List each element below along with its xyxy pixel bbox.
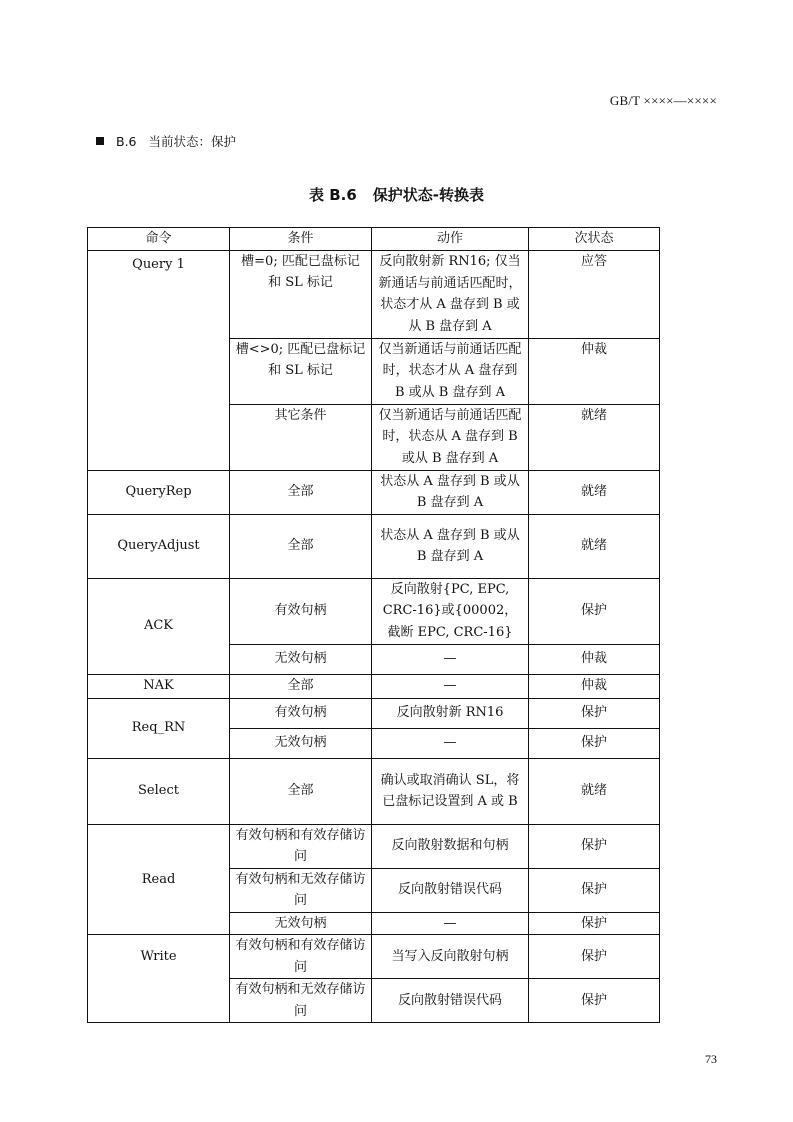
state-transition-table (87, 227, 660, 1023)
action-cell: 反向散射数据和句柄 (372, 824, 529, 868)
table-row (88, 935, 660, 979)
condition-cell: 有效句柄和无效存储访问 (230, 979, 372, 1023)
next-state-cell: 保护 (529, 698, 660, 728)
section-heading (96, 132, 236, 150)
table-row (88, 514, 660, 578)
next-state-cell: 保护 (529, 912, 660, 935)
next-state-cell: 就绪 (529, 470, 660, 514)
command-cell: Req_RN (88, 698, 230, 758)
action-cell: 状态从 A 盘存到 B 或从 B 盘存到 A (372, 470, 529, 514)
condition-cell: 有效句柄和有效存储访问 (230, 824, 372, 868)
next-state-cell: 仲裁 (529, 338, 660, 404)
action-cell: 当写入反向散射句柄 (372, 935, 529, 979)
condition-cell: 无效句柄 (230, 728, 372, 758)
action-cell: — (372, 674, 529, 698)
command-cell: Select (88, 758, 230, 824)
next-state-cell: 就绪 (529, 514, 660, 578)
section-title: 当前状态：保护 (148, 134, 237, 149)
document-code: GB/T ××××—×××× (609, 93, 717, 108)
next-state-cell: 保护 (529, 578, 660, 644)
square-bullet-icon (96, 137, 104, 145)
header-action: 动作 (372, 228, 529, 251)
condition-cell: 有效句柄和无效存储访问 (230, 868, 372, 912)
action-cell: 状态从 A 盘存到 B 或从 B 盘存到 A (372, 514, 529, 578)
table-row (88, 250, 660, 338)
next-state-cell: 就绪 (529, 758, 660, 824)
next-state-cell: 保护 (529, 979, 660, 1023)
header-condition: 条件 (230, 228, 372, 251)
command-cell: NAK (88, 674, 230, 698)
action-cell: 反向散射{PC, EPC, CRC-16}或{00002，截断 EPC, CRC-16} (372, 578, 529, 644)
condition-cell: 有效句柄 (230, 698, 372, 728)
command-cell: ACK (88, 578, 230, 674)
action-cell: 反向散射错误代码 (372, 979, 529, 1023)
next-state-cell: 保护 (529, 824, 660, 868)
table-caption-title: 保护状态-转换表 (372, 186, 485, 204)
condition-cell: 有效句柄和有效存储访问 (230, 935, 372, 979)
action-cell: 确认或取消确认 SL，将已盘标记设置到 A 或 B (372, 758, 529, 824)
condition-cell: 全部 (230, 470, 372, 514)
table-row (88, 470, 660, 514)
next-state-cell: 保护 (529, 868, 660, 912)
condition-cell: 槽<>0; 匹配已盘标记和 SL 标记 (230, 338, 372, 404)
page-number: 73 (705, 1052, 717, 1066)
command-cell: Query 1 (88, 250, 230, 470)
command-cell: Read (88, 824, 230, 935)
condition-cell: 其它条件 (230, 404, 372, 470)
table-caption-number: 表 B.6 (308, 186, 357, 204)
next-state-cell: 就绪 (529, 404, 660, 470)
table-caption (0, 184, 793, 205)
action-cell: — (372, 644, 529, 674)
table-header-row (88, 228, 660, 251)
table-row (88, 674, 660, 698)
action-cell: — (372, 728, 529, 758)
action-cell: 反向散射新 RN16; 仅当新通话与前通话匹配时，状态才从 A 盘存到 B 或从 B 盘存到 A (372, 250, 529, 338)
condition-cell: 全部 (230, 758, 372, 824)
header-command: 命令 (88, 228, 230, 251)
action-cell: — (372, 912, 529, 935)
action-cell: 仅当新通话与前通话匹配时，状态从 A 盘存到 B 或从 B 盘存到 A (372, 404, 529, 470)
action-cell: 反向散射新 RN16 (372, 698, 529, 728)
table-row (88, 758, 660, 824)
section-number: B.6 (116, 133, 137, 149)
next-state-cell: 保护 (529, 728, 660, 758)
header-next-state: 次状态 (529, 228, 660, 251)
command-cell: Write (88, 935, 230, 1023)
condition-cell: 有效句柄 (230, 578, 372, 644)
command-cell: QueryAdjust (88, 514, 230, 578)
condition-cell: 全部 (230, 514, 372, 578)
table-row (88, 698, 660, 728)
command-cell: QueryRep (88, 470, 230, 514)
next-state-cell: 保护 (529, 935, 660, 979)
condition-cell: 全部 (230, 674, 372, 698)
table-row (88, 824, 660, 868)
condition-cell: 槽=0; 匹配已盘标记和 SL 标记 (230, 250, 372, 338)
next-state-cell: 仲裁 (529, 674, 660, 698)
action-cell: 仅当新通话与前通话匹配时，状态才从 A 盘存到 B 或从 B 盘存到 A (372, 338, 529, 404)
action-cell: 反向散射错误代码 (372, 868, 529, 912)
next-state-cell: 仲裁 (529, 644, 660, 674)
table-row (88, 578, 660, 644)
next-state-cell: 应答 (529, 250, 660, 338)
condition-cell: 无效句柄 (230, 644, 372, 674)
condition-cell: 无效句柄 (230, 912, 372, 935)
